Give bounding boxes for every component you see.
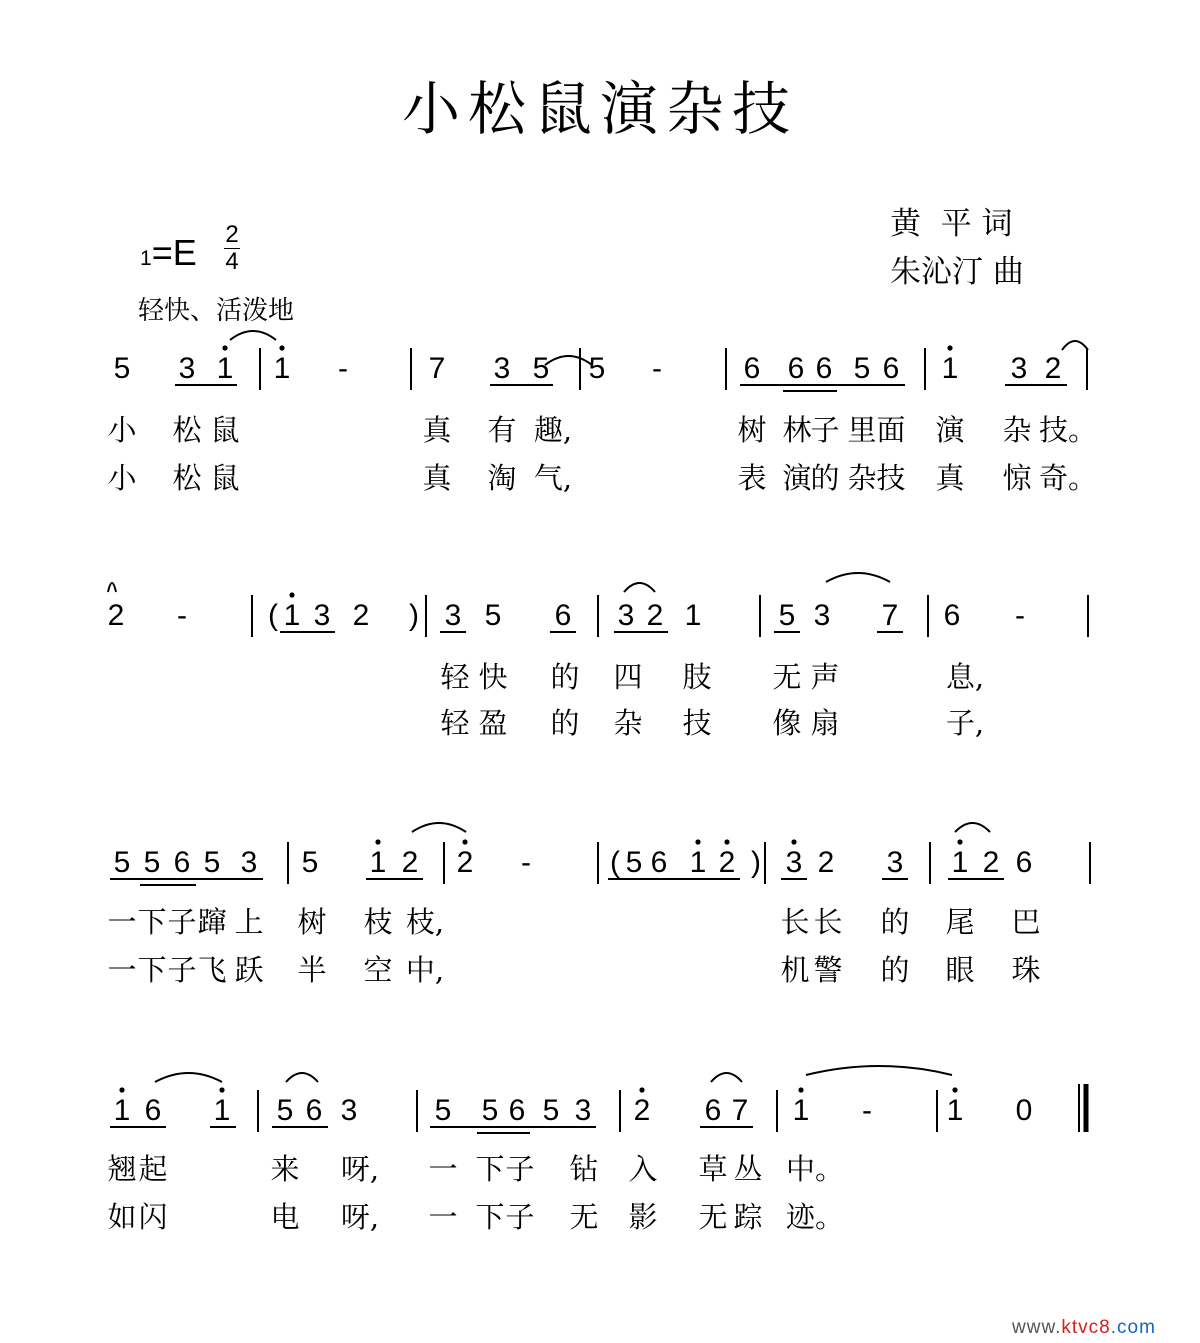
lyric-verse-2: 的 bbox=[810, 461, 840, 495]
octave-dot-high bbox=[724, 839, 729, 844]
lyric-verse-1: 子 bbox=[505, 1152, 535, 1186]
note: 2 bbox=[646, 599, 664, 632]
note: 3 bbox=[313, 599, 331, 632]
lyric-verse-1: 入 bbox=[628, 1152, 658, 1186]
time-signature: 2 4 bbox=[225, 221, 239, 275]
note: 1 bbox=[283, 599, 301, 632]
note: 7 bbox=[428, 352, 446, 385]
lyric-verse-1: 蹿 bbox=[197, 905, 227, 939]
note: 2 bbox=[107, 599, 125, 632]
note: 0 bbox=[1015, 1094, 1033, 1127]
note: ) bbox=[409, 599, 419, 632]
lyric-verse-2: 淘 bbox=[487, 461, 517, 495]
octave-dot-high bbox=[957, 839, 962, 844]
note: - bbox=[338, 352, 348, 385]
lyric-verse-1: 钻 bbox=[569, 1152, 599, 1186]
tie bbox=[624, 583, 655, 592]
note: 5 bbox=[542, 1094, 560, 1127]
note: 5 bbox=[143, 846, 161, 879]
lyric-verse-2: 警 bbox=[813, 953, 843, 987]
lyric-verse-1: 无 bbox=[772, 660, 802, 694]
lyric-verse-2: 的 bbox=[880, 953, 910, 987]
lyric-verse-2: 机 bbox=[780, 953, 810, 987]
lyric-verse-1: 息, bbox=[945, 660, 985, 694]
note: 3 bbox=[178, 352, 196, 385]
lyric-verse-1: 肢 bbox=[682, 660, 712, 694]
note: ) bbox=[751, 846, 761, 879]
lyric-verse-1: 的 bbox=[880, 905, 910, 939]
lyric-verse-2: 惊 bbox=[1002, 461, 1032, 495]
lyric-verse-1: 松 bbox=[172, 413, 202, 447]
lyric-verse-1: 轻 bbox=[440, 660, 470, 694]
tie bbox=[545, 356, 592, 365]
note: 5 bbox=[481, 1094, 499, 1127]
lyric-verse-1: 里 bbox=[847, 413, 877, 447]
lyric-verse-2: 表 bbox=[737, 461, 767, 495]
lyric-verse-1: 长 bbox=[813, 905, 843, 939]
lyric-verse-2: 真 bbox=[935, 461, 965, 495]
note: 2 bbox=[633, 1094, 651, 1127]
note: - bbox=[862, 1094, 872, 1127]
note: 2 bbox=[817, 846, 835, 879]
tie bbox=[826, 573, 890, 582]
note: - bbox=[652, 352, 662, 385]
lyric-verse-1: 林 bbox=[782, 413, 812, 447]
note: 5 bbox=[625, 846, 643, 879]
lyric-verse-2: 飞 bbox=[197, 953, 227, 987]
lyric-verse-1: 一 bbox=[428, 1152, 458, 1186]
lyric-verse-2: 奇。 bbox=[1038, 461, 1098, 495]
lyric-verse-1: 长 bbox=[780, 905, 810, 939]
lyric-verse-2: 跃 bbox=[234, 953, 264, 987]
note: 3 bbox=[617, 599, 635, 632]
note: - bbox=[521, 846, 531, 879]
lyric-verse-1: 呀, bbox=[340, 1152, 380, 1186]
lyric-verse-1: 鼠 bbox=[210, 413, 240, 447]
lyric-verse-2: 子, bbox=[945, 706, 985, 740]
octave-dot-high bbox=[279, 345, 284, 350]
note: 5 bbox=[588, 352, 606, 385]
note: 6 bbox=[173, 846, 191, 879]
note: 6 bbox=[1015, 846, 1033, 879]
composer-credit: 朱沁汀 曲 bbox=[890, 254, 1024, 290]
lyric-verse-1: 演 bbox=[935, 413, 965, 447]
lyric-verse-2: 像 bbox=[772, 706, 802, 740]
note: 6 bbox=[815, 352, 833, 385]
note: 1 bbox=[941, 352, 959, 385]
note: - bbox=[1015, 599, 1025, 632]
lyric-verse-2: 电 bbox=[270, 1200, 300, 1234]
lyric-verse-1: 一 bbox=[107, 905, 137, 939]
lyric-verse-2: 真 bbox=[422, 461, 452, 495]
lyric-verse-2: 呀, bbox=[340, 1200, 380, 1234]
octave-dot-high bbox=[119, 1087, 124, 1092]
lyricist-credit: 黄 平 词 bbox=[890, 206, 1013, 242]
lyric-verse-2: 一 bbox=[428, 1200, 458, 1234]
lyric-verse-2: 杂 bbox=[613, 706, 643, 740]
note: 5 bbox=[434, 1094, 452, 1127]
lyric-verse-2: 演 bbox=[782, 461, 812, 495]
note: 2 bbox=[352, 599, 370, 632]
note: 3 bbox=[240, 846, 258, 879]
key-signature: 1=E bbox=[140, 232, 197, 273]
note: ( bbox=[610, 846, 620, 879]
lyric-verse-2: 下 bbox=[475, 1200, 505, 1234]
lyric-verse-1: 枝 bbox=[363, 905, 393, 939]
lyric-verse-2: 一 bbox=[107, 953, 137, 987]
lyric-verse-1: 趣, bbox=[533, 413, 573, 447]
tempo-marking: 轻快、活泼地 bbox=[138, 296, 295, 326]
tie bbox=[711, 1073, 742, 1082]
note: 6 bbox=[704, 1094, 722, 1127]
lyric-verse-1: 上 bbox=[234, 905, 264, 939]
lyric-verse-1: 的 bbox=[550, 660, 580, 694]
lyric-verse-2: 迹。 bbox=[785, 1200, 845, 1234]
octave-dot-high bbox=[695, 839, 700, 844]
note: 6 bbox=[882, 352, 900, 385]
note: 2 bbox=[982, 846, 1000, 879]
note: 1 bbox=[951, 846, 969, 879]
lyric-verse-2: 子 bbox=[167, 953, 197, 987]
note: 6 bbox=[508, 1094, 526, 1127]
note: 1 bbox=[113, 1094, 131, 1127]
note: 2 bbox=[1044, 352, 1062, 385]
lyric-verse-1: 枝, bbox=[405, 905, 445, 939]
note: 3 bbox=[444, 599, 462, 632]
lyric-verse-2: 气, bbox=[533, 461, 573, 495]
lyric-verse-2: 中, bbox=[405, 953, 445, 987]
note: 1 bbox=[684, 599, 702, 632]
note: 6 bbox=[743, 352, 761, 385]
note: 5 bbox=[853, 352, 871, 385]
note: 5 bbox=[276, 1094, 294, 1127]
note: 1 bbox=[792, 1094, 810, 1127]
tie bbox=[955, 823, 990, 832]
note: 5 bbox=[532, 352, 550, 385]
lyric-verse-1: 技。 bbox=[1038, 413, 1098, 447]
lyric-verse-2: 技 bbox=[682, 706, 712, 740]
lyric-verse-2: 影 bbox=[628, 1200, 658, 1234]
lyric-verse-1: 起 bbox=[138, 1152, 168, 1186]
note: 3 bbox=[886, 846, 904, 879]
lyric-verse-1: 草 bbox=[698, 1152, 728, 1186]
lyric-verse-1: 翘 bbox=[107, 1152, 137, 1186]
octave-dot-high bbox=[947, 345, 952, 350]
tie bbox=[412, 823, 466, 832]
note: 5 bbox=[301, 846, 319, 879]
lyric-verse-1: 下 bbox=[137, 905, 167, 939]
lyric-verse-1: 快 bbox=[478, 660, 508, 694]
lyric-verse-1: 树 bbox=[737, 413, 767, 447]
lyric-verse-1: 面 bbox=[876, 413, 906, 447]
lyric-verse-1: 中。 bbox=[785, 1152, 845, 1186]
note: 2 bbox=[401, 846, 419, 879]
note: 3 bbox=[574, 1094, 592, 1127]
octave-dot-high bbox=[375, 839, 380, 844]
note: 6 bbox=[787, 352, 805, 385]
lyric-verse-1: 真 bbox=[422, 413, 452, 447]
note: 5 bbox=[203, 846, 221, 879]
song-title: 小松鼠演杂技 bbox=[401, 75, 798, 143]
note: ( bbox=[268, 599, 278, 632]
note: 6 bbox=[943, 599, 961, 632]
lyric-verse-1: 小 bbox=[107, 413, 137, 447]
lyric-verse-1: 声 bbox=[810, 660, 840, 694]
lyric-verse-2: 闪 bbox=[138, 1200, 168, 1234]
octave-dot-high bbox=[289, 592, 294, 597]
tie bbox=[230, 331, 276, 340]
note: 6 bbox=[650, 846, 668, 879]
note: 1 bbox=[369, 846, 387, 879]
tie bbox=[806, 1066, 952, 1075]
octave-dot-high bbox=[798, 1087, 803, 1092]
lyric-verse-2: 的 bbox=[550, 706, 580, 740]
lyric-verse-1: 下 bbox=[475, 1152, 505, 1186]
lyric-verse-2: 空 bbox=[363, 953, 393, 987]
lyric-verse-2: 如 bbox=[107, 1200, 137, 1234]
note: 3 bbox=[1010, 352, 1028, 385]
lyric-verse-2: 珠 bbox=[1011, 953, 1041, 987]
note: 6 bbox=[554, 599, 572, 632]
note: 7 bbox=[881, 599, 899, 632]
lyric-verse-1: 尾 bbox=[945, 905, 975, 939]
octave-dot-high bbox=[791, 839, 796, 844]
note: 1 bbox=[216, 352, 234, 385]
note: 1 bbox=[946, 1094, 964, 1127]
note: 1 bbox=[689, 846, 707, 879]
note: 6 bbox=[305, 1094, 323, 1127]
lyric-verse-2: 踪 bbox=[733, 1200, 763, 1234]
note: 5 bbox=[484, 599, 502, 632]
octave-dot-high bbox=[222, 345, 227, 350]
lyric-verse-1: 四 bbox=[613, 660, 643, 694]
note: 2 bbox=[718, 846, 736, 879]
octave-dot-high bbox=[462, 839, 467, 844]
lyric-verse-1: 子 bbox=[167, 905, 197, 939]
note: 5 bbox=[113, 846, 131, 879]
note: 5 bbox=[113, 352, 131, 385]
note: 3 bbox=[340, 1094, 358, 1127]
note: - bbox=[177, 599, 187, 632]
lyric-verse-2: 扇 bbox=[810, 706, 840, 740]
lyric-verse-2: 鼠 bbox=[210, 461, 240, 495]
octave-dot-high bbox=[219, 1087, 224, 1092]
lyric-verse-1: 杂 bbox=[1002, 413, 1032, 447]
lyric-verse-2: 无 bbox=[569, 1200, 599, 1234]
lyric-verse-2: 杂 bbox=[847, 461, 877, 495]
lyric-verse-2: 盈 bbox=[478, 706, 508, 740]
lyric-verse-2: 技 bbox=[876, 461, 906, 495]
lyric-verse-1: 子 bbox=[810, 413, 840, 447]
lyric-verse-2: 松 bbox=[172, 461, 202, 495]
lyric-verse-2: 眼 bbox=[945, 953, 975, 987]
octave-dot-high bbox=[639, 1087, 644, 1092]
lyric-verse-1: 有 bbox=[487, 413, 517, 447]
lyric-verse-1: 树 bbox=[297, 905, 327, 939]
note: 1 bbox=[213, 1094, 231, 1127]
tie bbox=[155, 1073, 222, 1082]
watermark: www.ktvc8.com bbox=[1012, 1317, 1156, 1338]
lyric-verse-1: 巴 bbox=[1011, 905, 1041, 939]
lyric-verse-2: 下 bbox=[137, 953, 167, 987]
note: 1 bbox=[273, 352, 291, 385]
lyric-verse-2: 半 bbox=[297, 953, 327, 987]
lyric-verse-1: 丛 bbox=[733, 1152, 763, 1186]
note: 3 bbox=[493, 352, 511, 385]
tie bbox=[1062, 341, 1088, 350]
note: 2 bbox=[456, 846, 474, 879]
lyric-verse-2: 无 bbox=[698, 1200, 728, 1234]
tie bbox=[108, 583, 116, 592]
note: 5 bbox=[778, 599, 796, 632]
note: 6 bbox=[144, 1094, 162, 1127]
note: 7 bbox=[731, 1094, 749, 1127]
lyric-verse-1: 来 bbox=[270, 1152, 300, 1186]
lyric-verse-2: 小 bbox=[107, 461, 137, 495]
lyric-verse-2: 子 bbox=[505, 1200, 535, 1234]
lyric-verse-2: 轻 bbox=[440, 706, 470, 740]
note: 3 bbox=[785, 846, 803, 879]
note: 3 bbox=[813, 599, 831, 632]
octave-dot-high bbox=[952, 1087, 957, 1092]
tie bbox=[286, 1073, 318, 1082]
